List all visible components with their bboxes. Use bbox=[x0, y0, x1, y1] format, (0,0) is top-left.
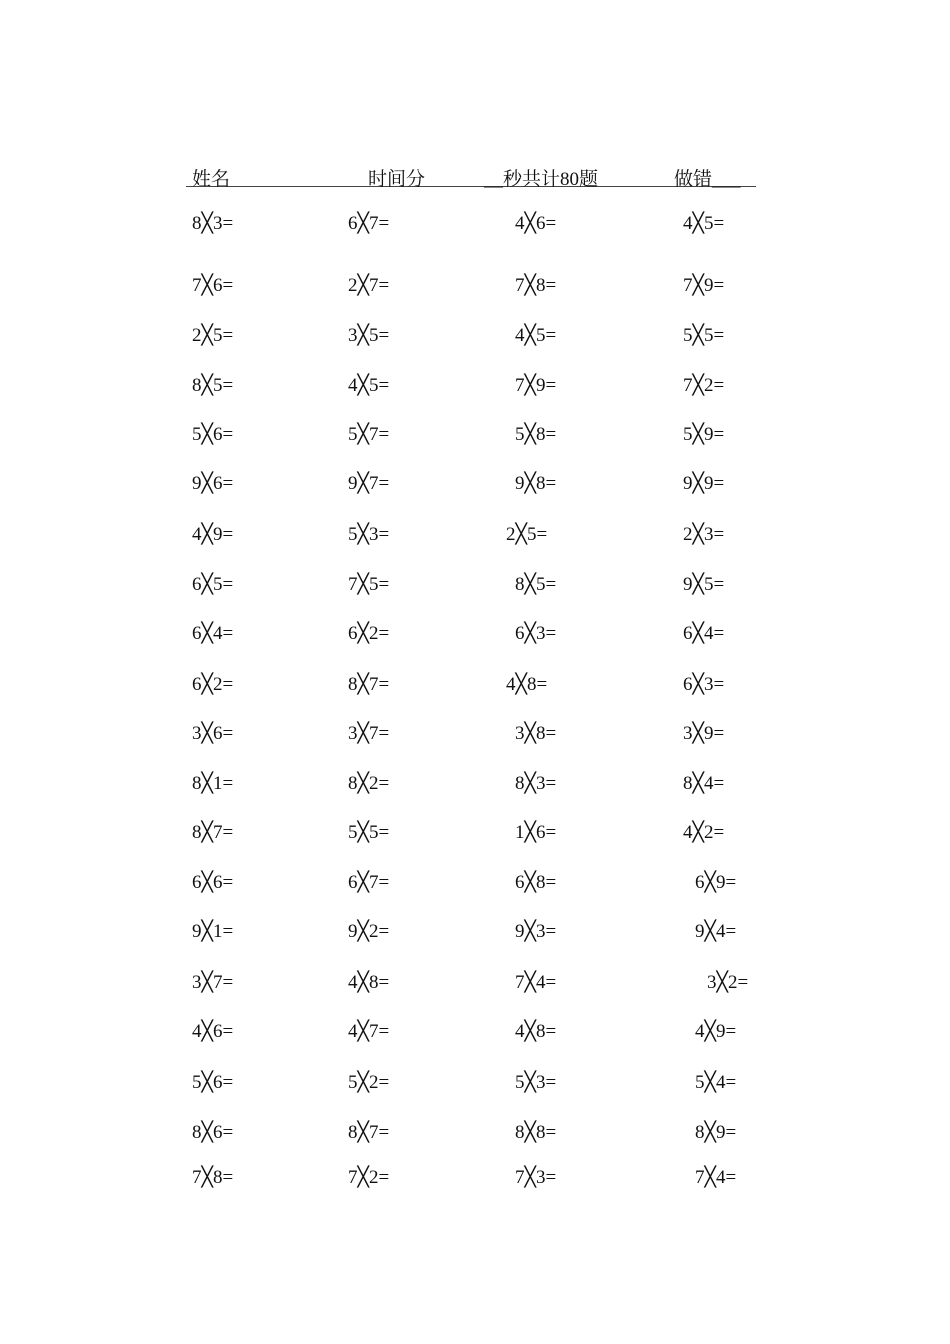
problem: 2╳7= bbox=[348, 275, 390, 296]
problem: 6╳7= bbox=[348, 872, 390, 893]
problem: 4╳8= bbox=[515, 1021, 557, 1042]
problem: 9╳3= bbox=[515, 921, 557, 942]
problem: 5╳8= bbox=[515, 424, 557, 445]
problem: 2╳5= bbox=[192, 325, 234, 346]
problem-row bbox=[0, 472, 950, 502]
problem-row bbox=[0, 920, 950, 950]
problem: 4╳8= bbox=[506, 674, 548, 695]
problem-row bbox=[0, 1071, 950, 1101]
problem: 5╳5= bbox=[683, 325, 725, 346]
problem: 4╳6= bbox=[192, 1021, 234, 1042]
problem: 9╳4= bbox=[695, 921, 737, 942]
problem: 5╳3= bbox=[348, 524, 390, 545]
problem: 3╳7= bbox=[348, 723, 390, 744]
problem-row bbox=[0, 573, 950, 603]
problem-row bbox=[0, 871, 950, 901]
problem: 9╳2= bbox=[348, 921, 390, 942]
problem: 5╳6= bbox=[192, 1072, 234, 1093]
problem: 8╳6= bbox=[192, 1122, 234, 1143]
problem: 8╳4= bbox=[683, 773, 725, 794]
problem: 4╳5= bbox=[348, 375, 390, 396]
problem: 9╳1= bbox=[192, 921, 234, 942]
problem: 2╳5= bbox=[506, 524, 548, 545]
problem-row bbox=[0, 423, 950, 453]
problem: 6╳3= bbox=[683, 674, 725, 695]
problem: 9╳9= bbox=[683, 473, 725, 494]
problem-row bbox=[0, 1166, 950, 1196]
problem: 3╳6= bbox=[192, 723, 234, 744]
problem: 7╳3= bbox=[515, 1167, 557, 1188]
problem: 4╳6= bbox=[515, 213, 557, 234]
problem: 7╳2= bbox=[683, 375, 725, 396]
problem: 4╳2= bbox=[683, 822, 725, 843]
problem: 4╳9= bbox=[192, 524, 234, 545]
problem: 7╳8= bbox=[192, 1167, 234, 1188]
problem: 2╳3= bbox=[683, 524, 725, 545]
problem: 7╳9= bbox=[683, 275, 725, 296]
problem-row bbox=[0, 1020, 950, 1050]
problem: 3╳8= bbox=[515, 723, 557, 744]
problem: 3╳5= bbox=[348, 325, 390, 346]
problem: 9╳7= bbox=[348, 473, 390, 494]
problem: 9╳5= bbox=[683, 574, 725, 595]
problem: 9╳6= bbox=[192, 473, 234, 494]
problem: 3╳2= bbox=[707, 972, 749, 993]
problem: 8╳3= bbox=[192, 213, 234, 234]
problem-row bbox=[0, 821, 950, 851]
problem-row bbox=[0, 772, 950, 802]
problem: 5╳6= bbox=[192, 424, 234, 445]
problem: 7╳8= bbox=[515, 275, 557, 296]
errors-label: 做错___ bbox=[674, 169, 741, 190]
problem: 5╳3= bbox=[515, 1072, 557, 1093]
problem: 6╳6= bbox=[192, 872, 234, 893]
problem: 6╳4= bbox=[683, 623, 725, 644]
problem: 4╳9= bbox=[695, 1021, 737, 1042]
problem: 4╳8= bbox=[348, 972, 390, 993]
problem: 3╳7= bbox=[192, 972, 234, 993]
problem: 6╳7= bbox=[348, 213, 390, 234]
problem: 8╳9= bbox=[695, 1122, 737, 1143]
problem: 7╳5= bbox=[348, 574, 390, 595]
time-label: 时间分 bbox=[368, 169, 426, 190]
problem: 7╳4= bbox=[515, 972, 557, 993]
problem: 5╳4= bbox=[695, 1072, 737, 1093]
problem: 6╳2= bbox=[192, 674, 234, 695]
problem: 6╳5= bbox=[192, 574, 234, 595]
seconds-total-label: __秒共计80题 bbox=[484, 169, 599, 190]
problem: 6╳9= bbox=[695, 872, 737, 893]
problem-row bbox=[0, 722, 950, 752]
problem: 9╳8= bbox=[515, 473, 557, 494]
problem-row bbox=[0, 622, 950, 652]
problem-row bbox=[0, 374, 950, 404]
problem: 8╳1= bbox=[192, 773, 234, 794]
problem: 5╳7= bbox=[348, 424, 390, 445]
problem: 5╳9= bbox=[683, 424, 725, 445]
problem-row bbox=[0, 971, 950, 1001]
problem: 8╳8= bbox=[515, 1122, 557, 1143]
problem: 8╳7= bbox=[348, 1122, 390, 1143]
problem: 6╳4= bbox=[192, 623, 234, 644]
problem: 4╳5= bbox=[683, 213, 725, 234]
problem-row bbox=[0, 673, 950, 703]
problem: 4╳5= bbox=[515, 325, 557, 346]
problem-row bbox=[0, 324, 950, 354]
problem: 1╳6= bbox=[515, 822, 557, 843]
problem: 7╳9= bbox=[515, 375, 557, 396]
problem: 8╳5= bbox=[192, 375, 234, 396]
problem: 3╳9= bbox=[683, 723, 725, 744]
problem: 6╳3= bbox=[515, 623, 557, 644]
problem: 4╳7= bbox=[348, 1021, 390, 1042]
problem-row bbox=[0, 1121, 950, 1151]
problem: 7╳4= bbox=[695, 1167, 737, 1188]
problem: 8╳5= bbox=[515, 574, 557, 595]
problem: 6╳2= bbox=[348, 623, 390, 644]
name-label: 姓名 bbox=[192, 169, 231, 190]
problem: 5╳2= bbox=[348, 1072, 390, 1093]
problem: 7╳2= bbox=[348, 1167, 390, 1188]
problem: 5╳5= bbox=[348, 822, 390, 843]
problem: 7╳6= bbox=[192, 275, 234, 296]
problem: 8╳7= bbox=[348, 674, 390, 695]
problem-row bbox=[0, 274, 950, 304]
problem-row bbox=[0, 212, 950, 242]
problem: 8╳7= bbox=[192, 822, 234, 843]
problem: 8╳3= bbox=[515, 773, 557, 794]
problem: 8╳2= bbox=[348, 773, 390, 794]
problem-row bbox=[0, 523, 950, 553]
problem: 6╳8= bbox=[515, 872, 557, 893]
worksheet-header bbox=[186, 162, 756, 190]
